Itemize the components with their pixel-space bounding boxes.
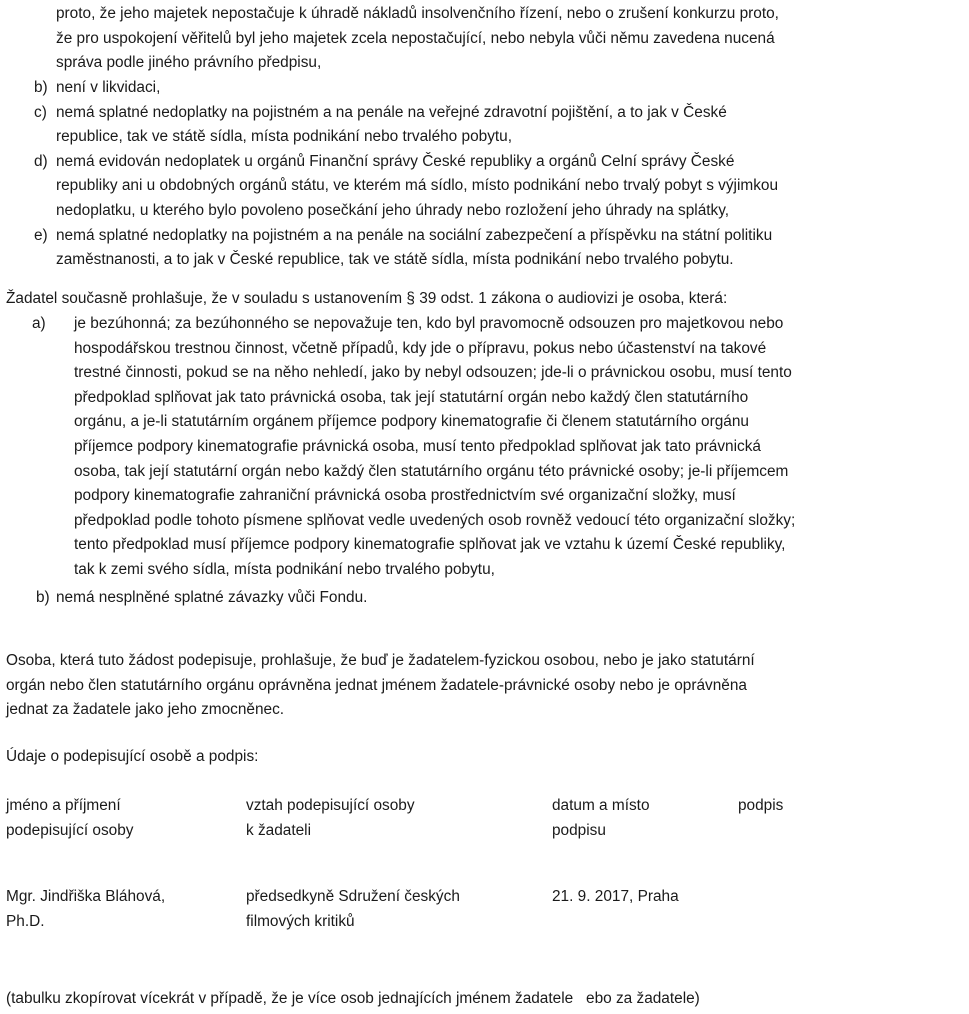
list-item-line: republiky ani u obdobných orgánů státu, ve kterém má sídlo, místo podnikání nebo trvalý pobyt s výjimkou [56, 177, 779, 195]
list-item-line: orgánu, a je-li statutárním orgánem příjemce podpory kinematografie či členem statutárního orgánu [74, 413, 749, 431]
list-marker: c) [34, 103, 47, 121]
list-item-line: není v likvidaci, [56, 79, 161, 96]
list-marker: b) [34, 79, 48, 96]
declaration-intro: Žadatel současně prohlašuje, že v souladu s ustanovením § 39 odst. 1 zákona o audiovizi je osoba, která: [6, 290, 728, 307]
continuation-line: že pro uspokojení věřitelů byl jeho majetek zcela nepostačující, nebo nebyla vůči němu zavedena nucená [56, 29, 775, 47]
table-row [6, 885, 783, 934]
continuation-line: správa podle jiného právního předpisu, [56, 54, 322, 72]
list-item-line: předpoklad splňovat jak tato právnická osoba, tak její statutární orgán nebo každý člen statutárního [74, 388, 749, 406]
list-item-line: nemá evidován nedoplatek u orgánů Finanční správy České republiky a orgánů Celní správy České [56, 152, 735, 170]
list-item [32, 586, 967, 611]
declaration-list [32, 312, 967, 610]
header-line: podpisu [552, 821, 606, 839]
list-item-line: nemá splatné nedoplatky na pojistném a na penále na veřejné zdravotní pojištění, a to jak v České [56, 103, 727, 121]
list-item-line: osoba, tak její statutární orgán nebo každý člen statutárního orgánu této právnické osoby; je-li příjemcem [74, 462, 789, 480]
list-item-line: republice, tak ve státě sídla, místa podnikání nebo trvalého pobytu, [56, 128, 513, 146]
continuation-block [56, 2, 779, 76]
list-item-line: zaměstnanosti, a to jak v České republice, tak ve státě sídla, místa podnikání nebo trvalého pobytu. [56, 251, 734, 269]
list-item-line: je bezúhonná; za bezúhonného se nepovažuje ten, kdo byl pravomocně odsouzen pro majetkovou nebo [74, 315, 784, 332]
footnote: (tabulku zkopírovat vícekrát v případě, že je více osob jednajících jménem žadatele ebo za žadatele) [6, 990, 700, 1007]
list-item [34, 76, 964, 101]
header-line: datum a místo [552, 797, 650, 814]
header-date-place [552, 794, 738, 843]
header-line: k žadateli [246, 821, 312, 839]
statement-line: jednat za žadatele jako jeho zmocněnec. [6, 701, 285, 719]
list-item-line: příjemce podpory kinematografie právnická osoba, musí tento předpoklad splňovat jak tato právnická [74, 437, 761, 455]
list-marker: b) [36, 588, 50, 606]
signatory-heading: Údaje o podepisující osobě a podpis: [6, 748, 259, 765]
header-name [6, 794, 246, 843]
list-item-line: podpory kinematografie zahraniční právnická osoba prostřednictvím své organizační složky, musí [74, 487, 736, 505]
list-marker: d) [34, 152, 48, 170]
list-item-line: nemá splatné nedoplatky na pojistném a na penále na sociální zabezpečení a příspěvku na státní politiku [56, 226, 773, 244]
cell-line: filmových kritiků [246, 912, 355, 930]
list-item [34, 150, 964, 224]
cell-date-place [552, 885, 738, 934]
condition-list [34, 76, 964, 273]
signature-table [6, 794, 783, 934]
list-marker: e) [34, 226, 48, 244]
statement-line: orgán nebo člen statutárního orgánu oprávněna jednat jménem žadatele-právnické osoby nebo je oprávněna [6, 676, 747, 694]
table-header-row [6, 794, 783, 843]
list-item-line: nemá nesplněné splatné závazky vůči Fondu. [56, 588, 368, 606]
signatory-statement [6, 649, 755, 723]
list-item [34, 224, 964, 273]
cell-line: 21. 9. 2017, Praha [552, 888, 679, 906]
header-line: podepisující osoby [6, 821, 134, 839]
header-line: jméno a příjmení [6, 797, 121, 814]
list-item-line: trestné činnosti, pokud se na něho nehledí, jako by nebyl odsouzen; jde-li o právnickou osobu, musí tento [74, 364, 792, 382]
list-marker: a) [32, 315, 46, 332]
list-item-line: tento předpoklad musí příjemce podpory kinematografie splňovat jak ve vztahu k území České republiky, [74, 536, 786, 554]
list-item-line: hospodářskou trestnou činnost, včetně případů, kdy jde o přípravu, pokus nebo účastenství na takové [74, 339, 767, 357]
header-line: vztah podepisující osoby [246, 797, 415, 814]
cell-line: předsedkyně Sdružení českých [246, 888, 460, 906]
continuation-line: proto, že jeho majetek nepostačuje k úhradě nákladů insolvenčního řízení, nebo o zrušení konkurzu proto, [56, 5, 779, 22]
header-line: podpis [738, 797, 784, 814]
list-item [34, 101, 964, 150]
list-item-line: předpoklad podle tohoto písmene splňovat vedle uvedených osob rovněž vedoucí této organizační složky; [74, 511, 796, 529]
cell-relation [246, 885, 552, 934]
statement-line: Osoba, která tuto žádost podepisuje, prohlašuje, že buď je žadatelem-fyzickou osobou, nebo je jako statutární [6, 652, 755, 669]
cell-signature [738, 885, 783, 934]
header-signature [738, 794, 783, 843]
list-item-line: tak k zemi svého sídla, místa podnikání nebo trvalého pobytu, [74, 560, 495, 578]
cell-line: Mgr. Jindřiška Bláhová, [6, 888, 166, 906]
cell-line: Ph.D. [6, 912, 45, 930]
list-item-line: nedoplatku, u kterého bylo povoleno posečkání jeho úhrady nebo rozložení jeho úhrady na splátky, [56, 201, 730, 219]
header-relation [246, 794, 552, 843]
cell-name [6, 885, 246, 934]
list-item [32, 312, 967, 583]
